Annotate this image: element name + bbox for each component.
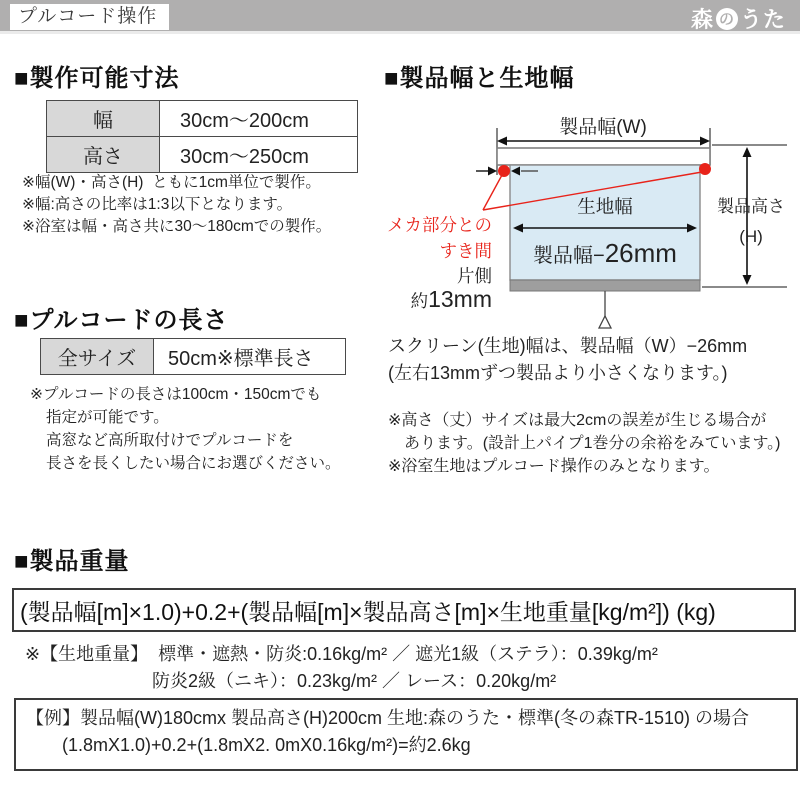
fabric-formula-prefix: 製品幅− [533,245,605,267]
cord-row-label: 全サイズ [41,339,154,375]
roll-screen-diagram [380,95,800,335]
fabric-formula-value: 26mm [604,238,677,268]
gap-label-line1: メカ部分との [387,215,492,235]
gap-amount-prefix: 約 [410,291,429,311]
fabric-weight-note-line2 [152,667,556,693]
size-note-1: ※幅(W)・高さ(H) ともに1cm単位で製作。 [22,174,321,191]
header-divider [0,31,800,34]
weight-example-line2: (1.8mX1.0)+0.2+(1.8mX2. 0mX0.16kg/m²)=約2.6kg [62,735,471,755]
cord-note-3: 高窓など高所取付けでプルコードを [46,432,294,449]
gap-amount-label [411,286,492,312]
size-note-2: ※幅:高さの比率は1:3以下となります。 [22,196,293,213]
cord-row-value: 50cm※標準長さ [154,339,346,375]
fabric-note-3: ※浴室生地はプルコード操作のみとなります。 [388,458,720,475]
pull-cord [599,291,611,328]
brand-leaf-icon: の [716,8,738,30]
fabric-weight-note-line1 [25,640,658,666]
fabric-note-2: あります。(設計上パイプ1巻分の余裕をみています。) [388,435,781,452]
product-height-label: 製品高さ [717,197,785,216]
fabric-caption-2: (左右13mmずつ製品より小さくなります。) [388,363,728,383]
bottom-weight-bar [510,280,700,291]
operation-type-tab: プルコード操作 [10,4,169,30]
cord-table [40,338,346,375]
fabric-section-title: ■製品幅と生地幅 [384,65,575,92]
weight-section-title: ■製品重量 [14,548,130,575]
table-row [47,101,358,137]
cord-note-4: 長さを長くしたい場合にお選びください。 [46,455,341,472]
gap-side-label: 片側 [457,266,492,286]
size-row-height-label: 高さ [47,137,160,173]
size-row-height-value: 30cm〜250cm [160,137,358,173]
gap-dot-right [699,163,711,175]
fabric-weight-label: ※【生地重量】 [25,644,149,664]
weight-formula-box [12,588,796,632]
size-section-title: ■製作可能寸法 [14,65,180,92]
weight-example-line1: 【例】製品幅(W)180cmx 製品高さ(H)200cm 生地:森のうた・標準(冬の森TR-1510) の場合 [26,708,750,728]
headrail [497,148,710,165]
weight-formula: (製品幅[m]×1.0)+0.2+(製品幅[m]×製品高さ[m]×生地重量[kg/m²]) (kg) [20,598,716,625]
cord-section-title: ■プルコードの長さ [14,307,229,334]
weight-example-box [14,698,798,771]
table-row [41,339,346,375]
fabric-width-label: 生地幅 [577,196,633,217]
size-row-width-label: 幅 [47,101,160,137]
fabric-note-1: ※高さ（丈）サイズは最大2cmの誤差が生じる場合が [388,412,767,429]
gap-dot-left [498,165,510,177]
product-height-dimension [702,145,787,287]
product-height-unit: (H) [739,227,763,246]
brand-text-post: うた [739,7,786,32]
size-note-3: ※浴室は幅・高さ共に30〜180cmでの製作。 [22,218,332,235]
size-table [46,100,358,173]
gap-label-line2: すき間 [439,241,492,261]
table-row [47,137,358,173]
fabric-weight-values-2: 防炎2級（ニキ）：0.23kg/m² ／ レース：0.20kg/m² [152,671,557,691]
brand-logo [691,3,786,34]
cord-note-2: 指定が可能です。 [46,409,169,426]
product-width-label: 製品幅(W) [559,117,647,138]
gap-amount-value: 13mm [428,286,492,312]
size-row-width-value: 30cm〜200cm [160,101,358,137]
cord-note-1: ※プルコードの長さは100cm・150cmでも [30,386,322,403]
brand-text-pre: 森 [690,7,714,32]
fabric-caption-1: スクリーン(生地)幅は、製品幅（W）−26mm [388,336,748,356]
fabric-weight-values-1: 標準・遮熱・防炎:0.16kg/m² ／ 遮光1級（ステラ）：0.39kg/m² [158,644,658,664]
